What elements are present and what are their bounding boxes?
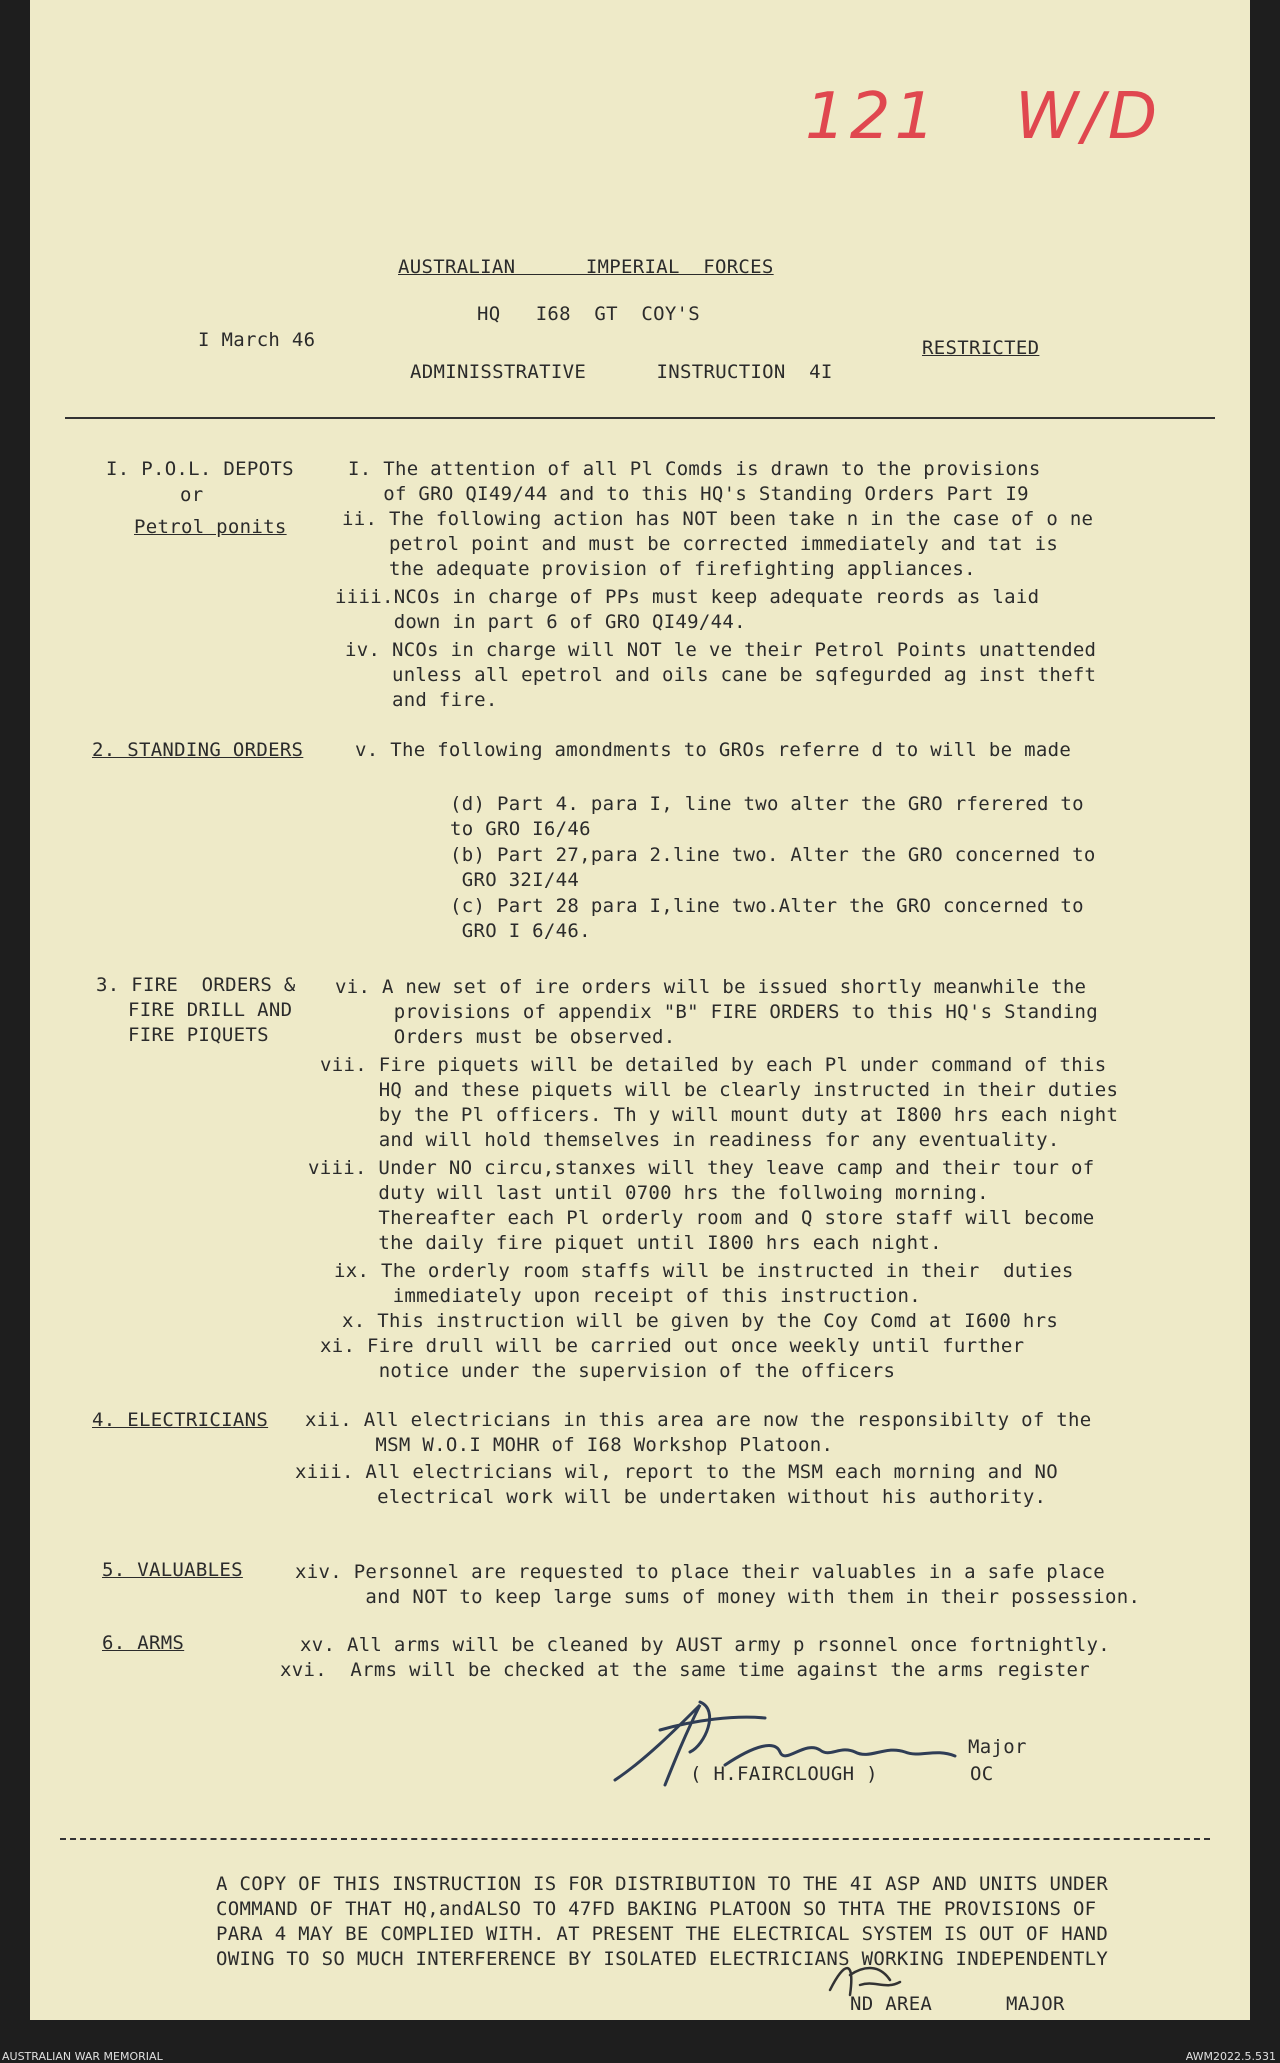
distribution-line: PARA 4 MAY BE COMPLIED WITH. AT PRESENT THE ELECTRICAL SYSTEM IS OUT OF HAND [216,1923,1109,1945]
paragraph-line: v. The following amondments to GROs referre d to will be made [355,739,1072,761]
paragraph-line: GRO 32I/44 [450,869,580,891]
section-heading: FIRE PIQUETS [128,1024,269,1046]
header-divider [65,417,1215,419]
paragraph-line: xii. All electricians in this area are now the responsibilty of the [305,1409,1092,1431]
header-title: AUSTRALIAN IMPERIAL FORCES [398,256,774,278]
paragraph-line: (b) Part 27,para 2.line two. Alter the GRO concerned to [450,844,1096,866]
section-heading: 6. ARMS [102,1632,185,1654]
header-instruction: ADMINISSTRATIVE INSTRUCTION 4I [410,361,833,383]
paragraph-line: ii. The following action has NOT been take n in the case of o ne [342,508,1094,530]
paragraph-line: to GRO I6/46 [450,818,591,840]
paragraph-line: ix. The orderly room staffs will be instructed in their duties [334,1260,1074,1282]
handwritten-number: 121 [805,80,940,154]
section-heading: 3. FIRE ORDERS & [96,974,296,996]
paragraph-line: and NOT to keep large sums of money with them in their possession. [295,1586,1141,1608]
paragraph-line: xiii. All electricians wil, report to the MSM each morning and NO [295,1461,1059,1483]
section-heading: 5. VALUABLES [102,1559,243,1581]
paragraph-line: petrol point and must be corrected immediately and tat is [342,533,1059,555]
paragraph-line: electrical work will be undertaken without his authority. [295,1486,1047,1508]
document-date: I March 46 [198,329,316,351]
paragraph-line: the adequate provision of firefighting appliances. [342,558,976,580]
paragraph-line: Orders must be observed. [335,1026,676,1048]
paragraph-line: of GRO QI49/44 and to this HQ's Standing Orders Part I9 [348,483,1029,505]
paragraph-line: I. The attention of all Pl Comds is drawn to the provisions [348,458,1041,480]
stamp-text: ND AREA [850,1993,933,2015]
signatory-name: ( H.FAIRCLOUGH ) [690,1763,878,1785]
paragraph-line: xvi. Arms will be checked at the same time against the arms register [280,1659,1090,1681]
paragraph-line: x. This instruction will be given by the Coy Comd at I600 hrs [342,1310,1059,1332]
paragraph-line: iv. NCOs in charge will NOT le ve their Petrol Points unattended [345,639,1097,661]
paragraph-line: immediately upon receipt of this instruction. [334,1285,921,1307]
section-heading: 4. ELECTRICIANS [92,1409,269,1431]
section-heading: 2. STANDING ORDERS [92,739,304,761]
archive-name: AUSTRALIAN WAR MEMORIAL [2,2050,163,2063]
paragraph-line: unless all epetrol and oils cane be sqfegurded ag inst theft [345,664,1097,686]
paragraph-line: xiv. Personnel are requested to place their valuables in a safe place [295,1561,1105,1583]
paragraph-line: xv. All arms will be cleaned by AUST army p rsonnel once fortnightly. [300,1634,1110,1656]
classification-label: RESTRICTED [922,337,1040,359]
archive-reference: AWM2022.5.531 [1185,2050,1276,2063]
section-heading: Petrol ponits [134,516,287,538]
paragraph-line: down in part 6 of GRO QI49/44. [335,611,746,633]
paragraph-line: provisions of appendix "B" FIRE ORDERS to this HQ's Standing [335,1001,1099,1023]
distribution-line: A COPY OF THIS INSTRUCTION IS FOR DISTRIBUTION TO THE 4I ASP AND UNITS UNDER [216,1873,1109,1895]
paragraph-line: viii. Under NO circu,stanxes will they leave camp and their tour of [308,1157,1095,1179]
archive-footer [0,2022,1280,2061]
section-heading: FIRE DRILL AND [128,999,293,1021]
handwritten-code: W/D [1015,80,1162,154]
distribution-line: COMMAND OF THAT HQ,andALSO TO 47FD BAKING PLATOON SO THTA THE PROVISIONS OF [216,1898,1097,1920]
header-unit: HQ I68 GT COY'S [477,303,701,325]
paragraph-line: notice under the supervision of the officers [320,1360,896,1382]
section-heading: I. P.O.L. DEPOTS [106,458,294,480]
paragraph-line: and fire. [345,689,498,711]
paragraph-line: iiii.NCOs in charge of PPs must keep adequate reords as laid [335,586,1040,608]
signatory-rank: Major [968,1736,1027,1758]
paragraph-line: vi. A new set of ire orders will be issued shortly meanwhile the [335,976,1087,998]
paragraph-line: and will hold themselves in readiness for any eventuality. [320,1129,1060,1151]
document-page [30,0,1250,2020]
distribution-divider [60,1838,1210,1840]
stamp-text: MAJOR [1006,1993,1065,2015]
paragraph-line: MSM W.O.I MOHR of I68 Workshop Platoon. [305,1434,834,1456]
paragraph-line: GRO I 6/46. [450,920,591,942]
paragraph-line: (d) Part 4. para I, line two alter the GRO rferered to [450,793,1084,815]
paragraph-line: Thereafter each Pl orderly room and Q store staff will become [308,1207,1095,1229]
paragraph-line: (c) Part 28 para I,line two.Alter the GRO concerned to [450,895,1084,917]
paragraph-line: vii. Fire piquets will be detailed by each Pl under command of this [320,1054,1107,1076]
distribution-line: OWING TO SO MUCH INTERFERENCE BY ISOLATED ELECTRICIANS WORKING INDEPENDENTLY [216,1948,1109,1970]
paragraph-line: by the Pl officers. Th y will mount duty at I800 hrs each night [320,1104,1119,1126]
section-heading: or [180,484,204,506]
paragraph-line: the daily fire piquet until I800 hrs each night. [308,1232,942,1254]
paragraph-line: HQ and these piquets will be clearly instructed in their duties [320,1079,1119,1101]
paragraph-line: duty will last until 0700 hrs the follwoing morning. [308,1182,989,1204]
signatory-appointment: OC [970,1763,994,1785]
paragraph-line: xi. Fire drull will be carried out once weekly until further [320,1335,1025,1357]
